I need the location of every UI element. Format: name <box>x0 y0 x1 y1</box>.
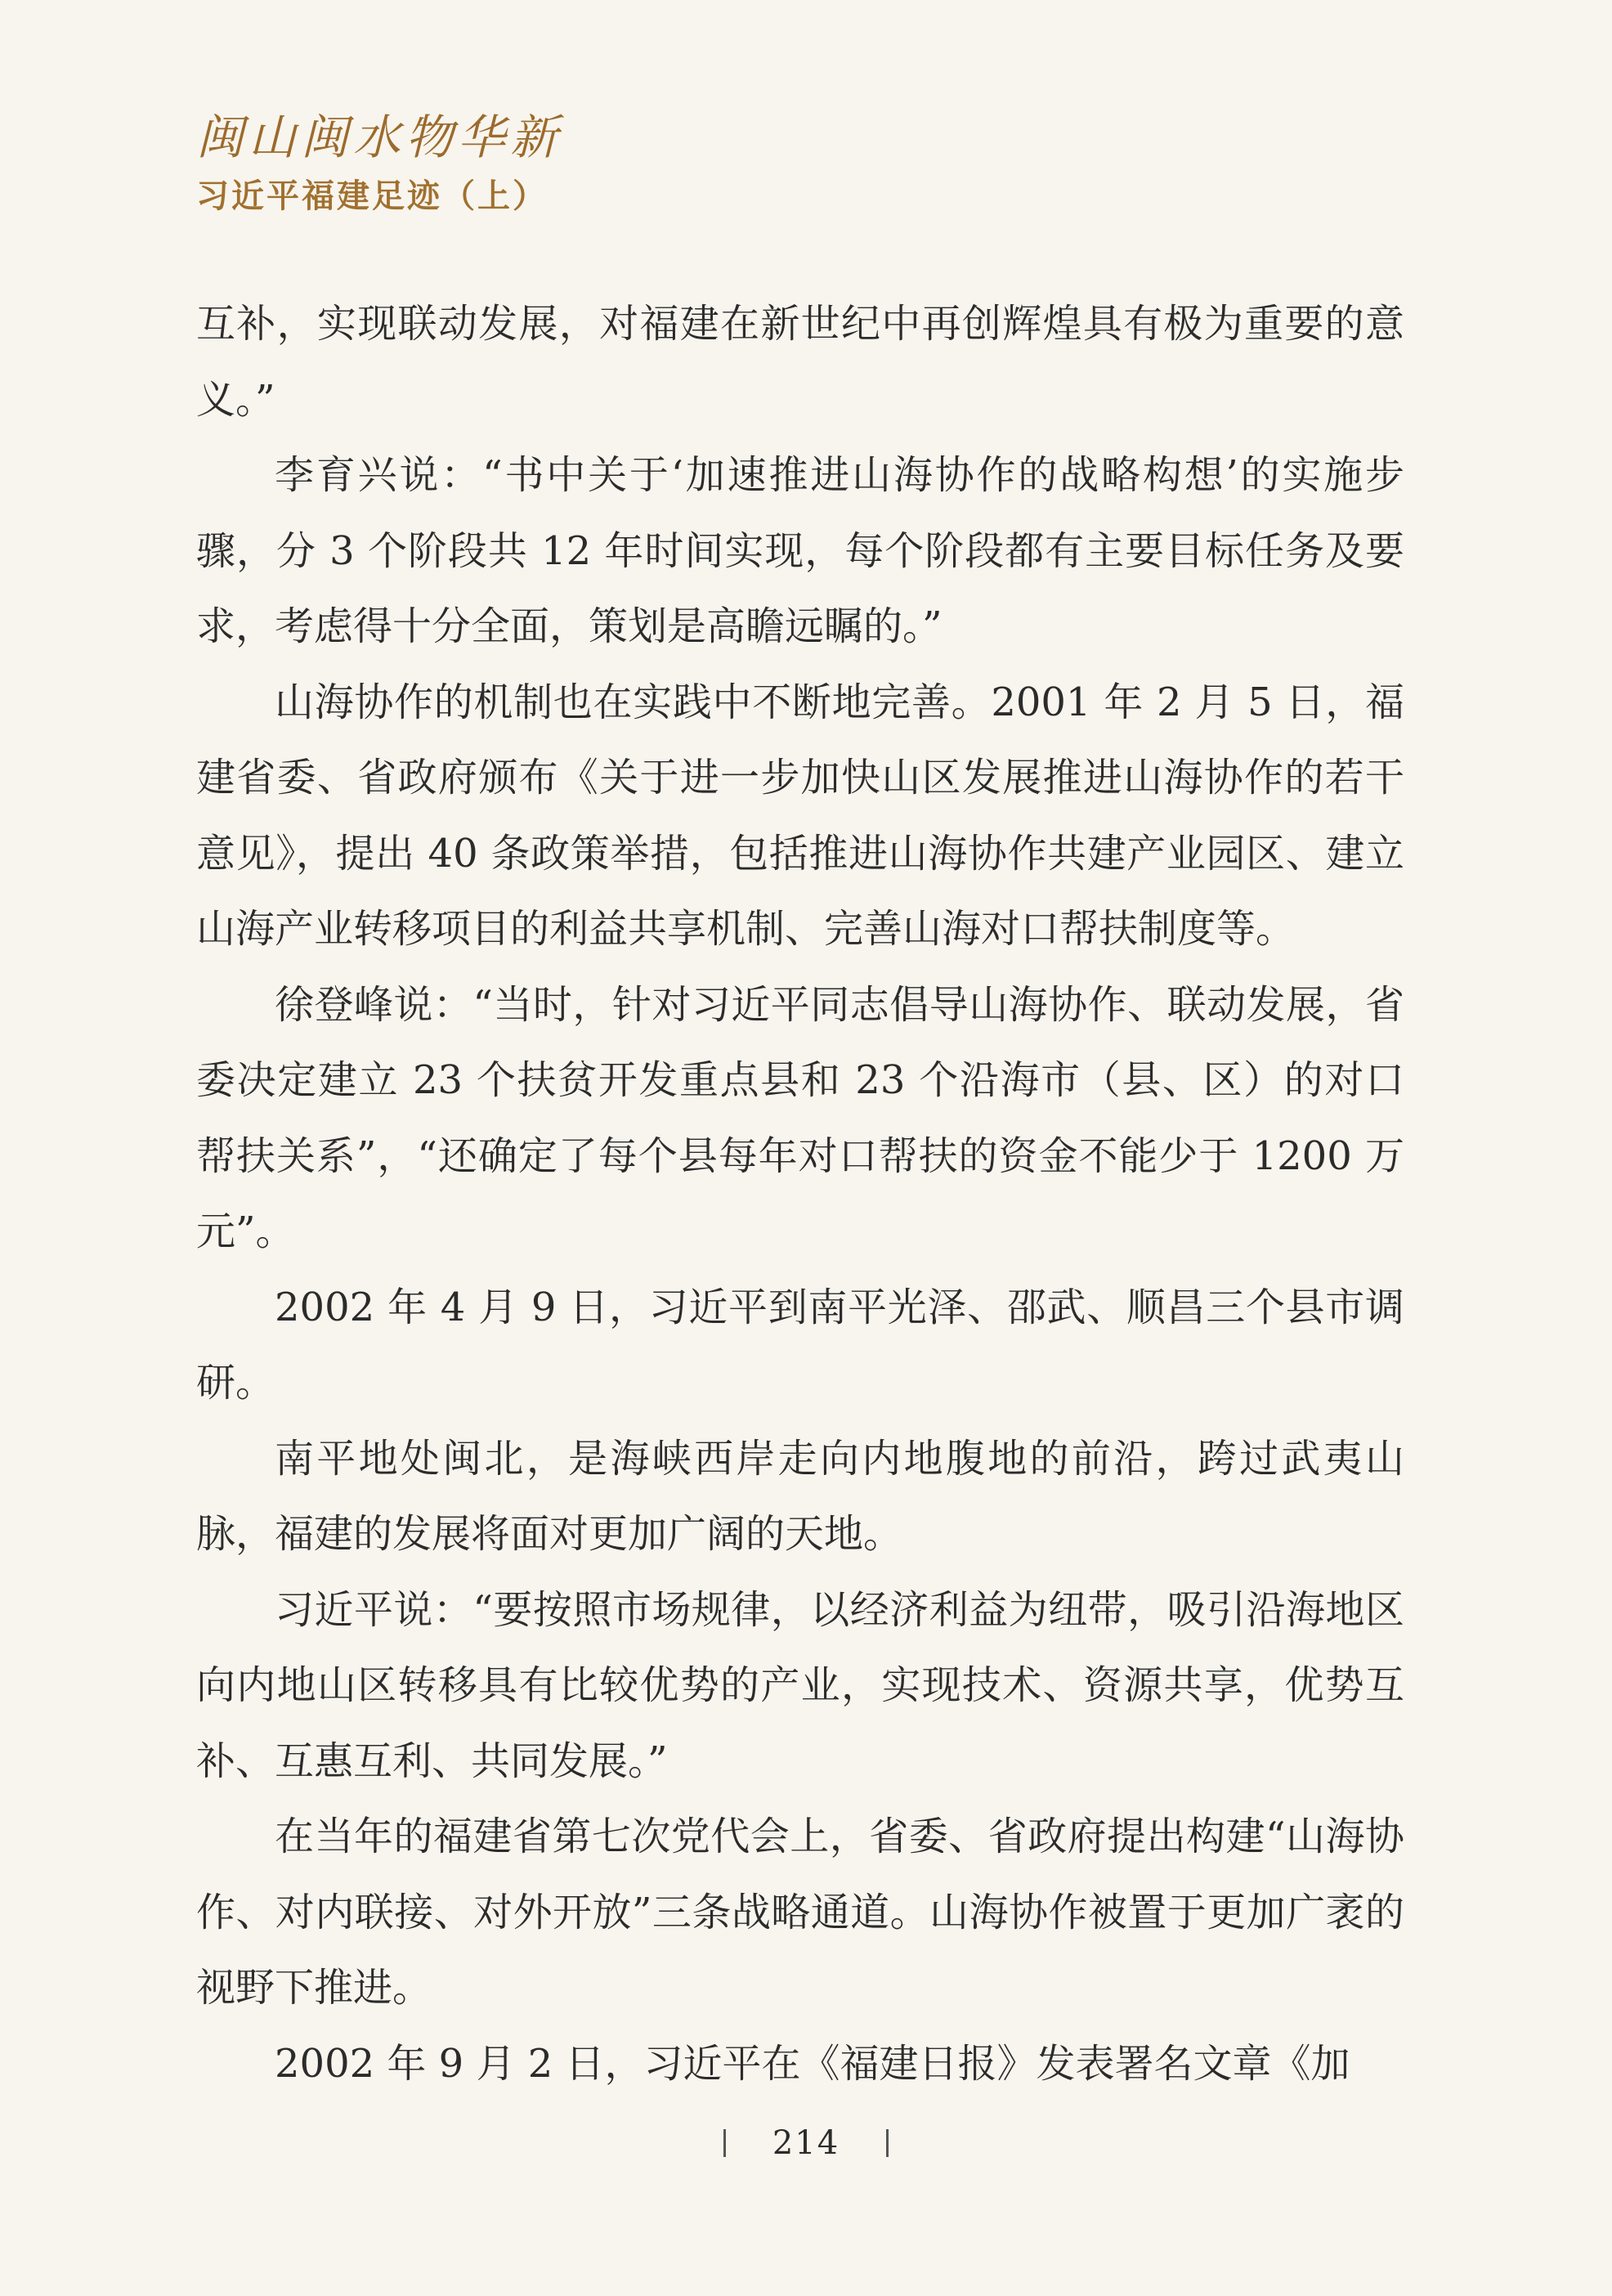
paragraph: 2002 年 9 月 2 日，习近平在《福建日报》发表署名文章《加 <box>275 2040 1350 2087</box>
page-number-right-bar <box>886 2129 889 2157</box>
paragraph: 习近平说：“要按照市场规律，以经济利益为纽带，吸引沿海地区向内地山区转移具有比较优势的产业，实现技术、资源共享，优势互补、互惠互利、共同发展。” <box>196 1586 1404 1784</box>
book-title: 习近平福建足迹（上） <box>196 177 548 215</box>
paragraph-continuation: 互补，实现联动发展，对福建在新世纪中再创辉煌具有极为重要的意义。” <box>196 301 1404 423</box>
paragraph: 南平地处闽北，是海峡西岸走向内地腹地的前沿，跨过武夷山脉，福建的发展将面对更加广阔的天地。 <box>196 1435 1404 1557</box>
page-footer <box>0 2118 1612 2166</box>
page-number: 214 <box>772 2124 840 2162</box>
running-header <box>196 108 1422 217</box>
paragraph: 山海协作的机制也在实践中不断地完善。2001 年 2 月 5 日，福建省委、省政府颁布《关于进一步加快山区发展推进山海协作的若干意见》，提出 40 条政策举措，包括推进山海协作共建产业园区、建立山海产业转移项目的利益共享机制、完善山海对口帮扶制度等。 <box>196 679 1404 952</box>
paragraph: 李育兴说：“书中关于‘加速推进山海协作的战略构想’的实施步骤，分 3 个阶段共 12 年时间实现，每个阶段都有主要目标任务及要求，考虑得十分全面，策划是高瞻远瞩的。” <box>196 452 1404 649</box>
series-title: 闽山闽水物华新 <box>196 110 563 165</box>
body-text <box>196 286 1404 2101</box>
paragraph: 在当年的福建省第七次党代会上，省委、省政府提出构建“山海协作、对内联接、对外开放”三条战略通道。山海协作被置于更加广袤的视野下推进。 <box>196 1814 1404 2011</box>
page-number-left-bar <box>723 2129 726 2157</box>
paragraph: 2002 年 4 月 9 日，习近平到南平光泽、邵武、顺昌三个县市调研。 <box>196 1284 1404 1406</box>
paragraph: 徐登峰说：“当时，针对习近平同志倡导山海协作、联动发展，省委决定建立 23 个扶贫开发重点县和 23 个沿海市（县、区）的对口帮扶关系”，“还确定了每个县每年对口帮扶的资金不能少于 1200 万元”。 <box>196 981 1404 1254</box>
